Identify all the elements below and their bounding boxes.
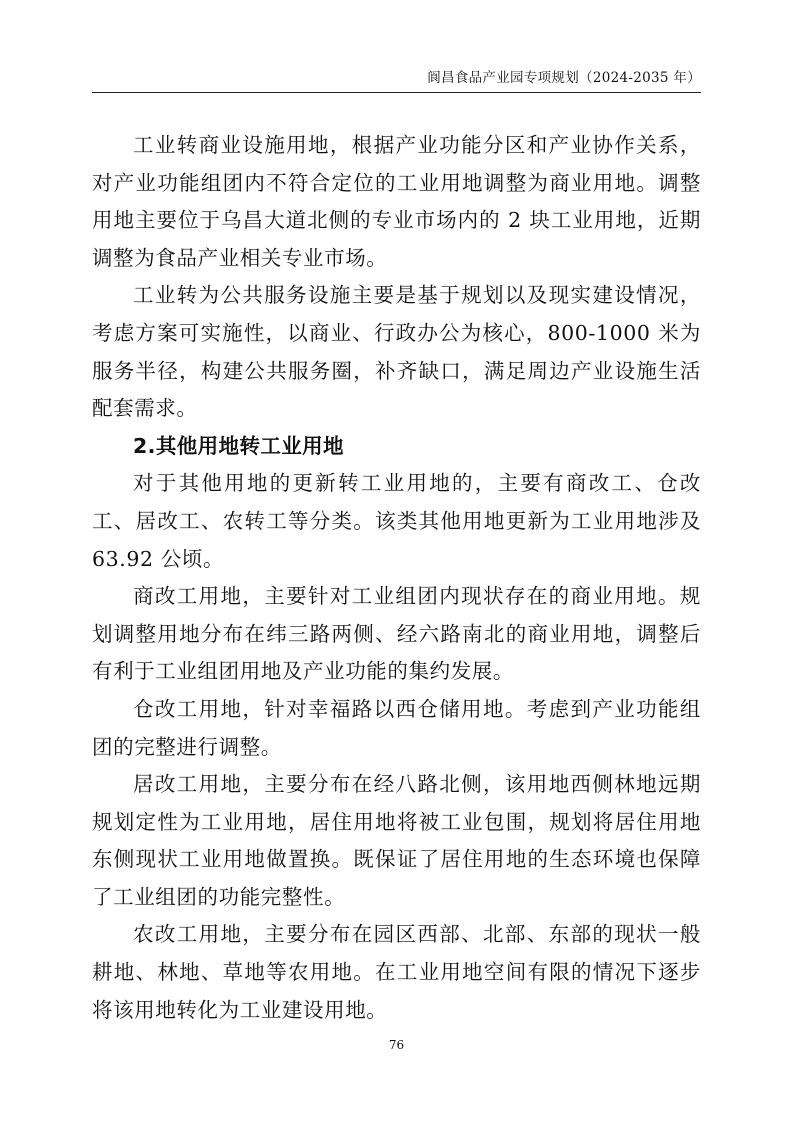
page-number: 76 <box>388 1038 405 1052</box>
section-heading: 2.其他用地转工业用地 <box>133 433 344 458</box>
paragraph-commercial-to-industrial: 商改工用地，主要针对工业组团内现状存在的商业用地。规划调整用地分布在纬三路两侧、经六路南北的商业用地，调整后有利于工业组团用地及产业功能的集约发展。 <box>92 584 701 684</box>
paragraph-agricultural-to-industrial: 农改工用地，主要分布在园区西部、北部、东部的现状一般耕地、林地、草地等农用地。在工业用地空间有限的情况下逐步将该用地转化为工业建设用地。 <box>92 922 701 1022</box>
paragraph-other-to-industrial: 对于其他用地的更新转工业用地的，主要有商改工、仓改工、居改工、农转工等分类。该类其他用地更新为工业用地涉及 63.92 公顷。 <box>92 471 701 571</box>
paragraph-warehouse-to-industrial: 仓改工用地，针对幸福路以西仓储用地。考虑到产业功能组团的完整进行调整。 <box>92 696 701 759</box>
paragraph-residential-to-industrial: 居改工用地，主要分布在经八路北侧，该用地西侧林地远期规划定性为工业用地，居住用地将被工业包围，规划将居住用地东侧现状工业用地做置换。既保证了居住用地的生态环境也保障了工业组团的功能完整性。 <box>92 772 701 909</box>
paragraph-public-service-conversion: 工业转为公共服务设施主要是基于规划以及现实建设情况，考虑方案可实施性，以商业、行政办公为核心，800-1000 米为服务半径，构建公共服务圈，补齐缺口，满足周边产业设施生活配套需求。 <box>92 283 701 421</box>
header-title: 阆昌食品产业园专项规划（2024-2035 年） <box>427 70 701 86</box>
page-header <box>92 0 701 93</box>
paragraph-commercial-conversion: 工业转商业设施用地，根据产业功能分区和产业协作关系，对产业功能组团内不符合定位的工业用地调整为商业用地。调整用地主要位于乌昌大道北侧的专业市场内的 2 块工业用地，近期调整为食品产业相关专业市场。 <box>92 133 701 270</box>
document-body <box>92 127 701 1029</box>
